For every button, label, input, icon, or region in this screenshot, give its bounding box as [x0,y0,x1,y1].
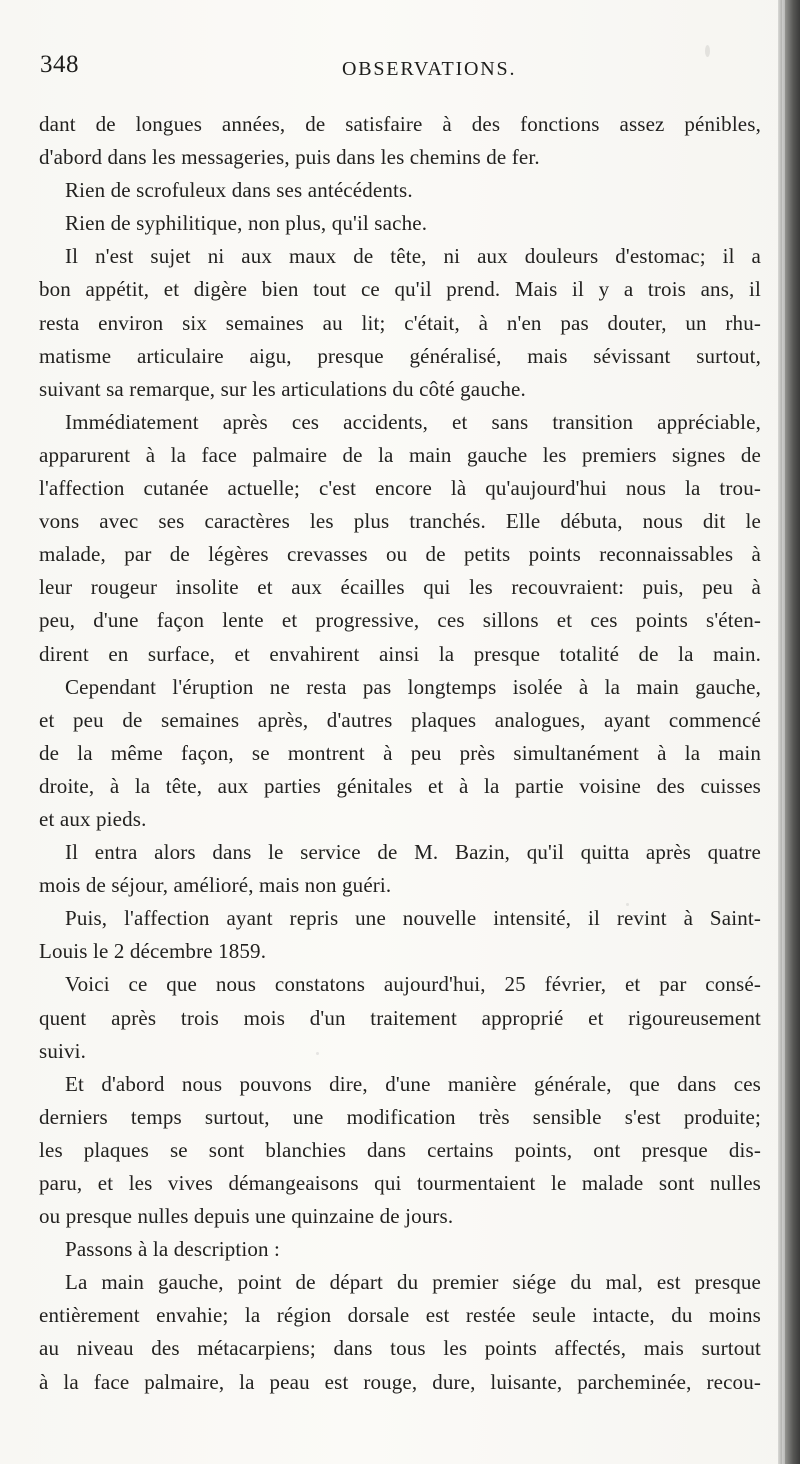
text-line: l'affection cutanée actuelle; c'est encore là qu'aujourd'hui nous la trou- [39,476,761,501]
text-line: Voici ce que nous constatons aujourd'hui, 25 février, et par consé- [65,972,761,997]
text-line: et aux pieds. [39,806,147,831]
text-line: à la face palmaire, la peau est rouge, dure, luisante, parcheminée, recou- [39,1369,761,1394]
text-line: mois de séjour, amélioré, mais non guéri. [39,873,392,898]
text-line: matisme articulaire aigu, presque généralisé, mais sévissant surtout, [39,343,761,368]
text-line: droite, à la tête, aux parties génitales et à la partie voisine des cuisses [39,773,761,798]
text-line: apparurent à la face palmaire de la main gauche les premiers signes de [39,442,761,467]
text-line: au niveau des métacarpiens; dans tous les points affectés, mais surtout [39,1336,761,1361]
text-line: Rien de scrofuleux dans ses antécédents. [65,178,413,203]
text-line: La main gauche, point de départ du premier siége du mal, est presque [65,1270,761,1295]
paper-mark [705,45,710,57]
binding-shadow [778,0,800,1464]
text-line: vons avec ses caractères les plus tranchés. Elle débuta, nous dit le [39,509,761,534]
text-line: malade, par de légères crevasses ou de petits points reconnaissables à [39,542,761,567]
text-line: Cependant l'éruption ne resta pas longtemps isolée à la main gauche, [65,674,761,699]
text-line: et peu de semaines après, d'autres plaques analogues, ayant commencé [39,707,761,732]
text-line: Puis, l'affection ayant repris une nouvelle intensité, il revint à Saint- [65,906,761,931]
text-line: Et d'abord nous pouvons dire, d'une manière générale, que dans ces [65,1071,761,1096]
text-line: Il n'est sujet ni aux maux de tête, ni aux douleurs d'estomac; il a [65,244,761,269]
text-line: Immédiatement après ces accidents, et sans transition appréciable, [65,409,761,434]
text-line: suivi. [39,1038,86,1063]
text-line: ou presque nulles depuis une quinzaine de jours. [39,1204,454,1229]
text-line: peu, d'une façon lente et progressive, ces sillons et ces points s'éten- [39,608,761,633]
text-line: Passons à la description : [65,1237,281,1262]
running-head: OBSERVATIONS. [342,58,517,80]
text-line: les plaques se sont blanchies dans certains points, ont presque dis- [39,1137,761,1162]
text-line: Louis le 2 décembre 1859. [39,939,267,964]
text-line: derniers temps surtout, une modification très sensible s'est produite; [39,1104,761,1129]
text-line: entièrement envahie; la région dorsale est restée seule intacte, du moins [39,1303,761,1328]
body-text [39,108,761,1399]
text-line: dirent en surface, et envahirent ainsi la presque totalité de la main. [39,641,761,666]
page-header [40,49,740,89]
text-line: suivant sa remarque, sur les articulations du côté gauche. [39,376,526,401]
text-line: bon appétit, et digère bien tout ce qu'il prend. Mais il y a trois ans, il [39,277,761,302]
paper-mark [626,903,629,906]
text-line: d'abord dans les messageries, puis dans les chemins de fer. [39,145,540,170]
text-line: dant de longues années, de satisfaire à des fonctions assez pénibles, [39,112,761,136]
text-line: quent après trois mois d'un traitement approprié et rigoureusement [39,1005,761,1030]
text-line: de la même façon, se montrent à peu près simultanément à la main [39,740,761,765]
paper-mark [316,1052,319,1055]
text-line: leur rougeur insolite et aux écailles qui les recouvraient: puis, peu à [39,575,761,600]
text-line: Il entra alors dans le service de M. Bazin, qu'il quitta après quatre [65,840,761,865]
text-line: paru, et les vives démangeaisons qui tourmentaient le malade sont nulles [39,1171,761,1195]
text-line: Rien de syphilitique, non plus, qu'il sache. [65,211,428,236]
page-number: 348 [40,51,79,78]
text-line: resta environ six semaines au lit; c'était, à n'en pas douter, un rhu- [39,310,761,335]
